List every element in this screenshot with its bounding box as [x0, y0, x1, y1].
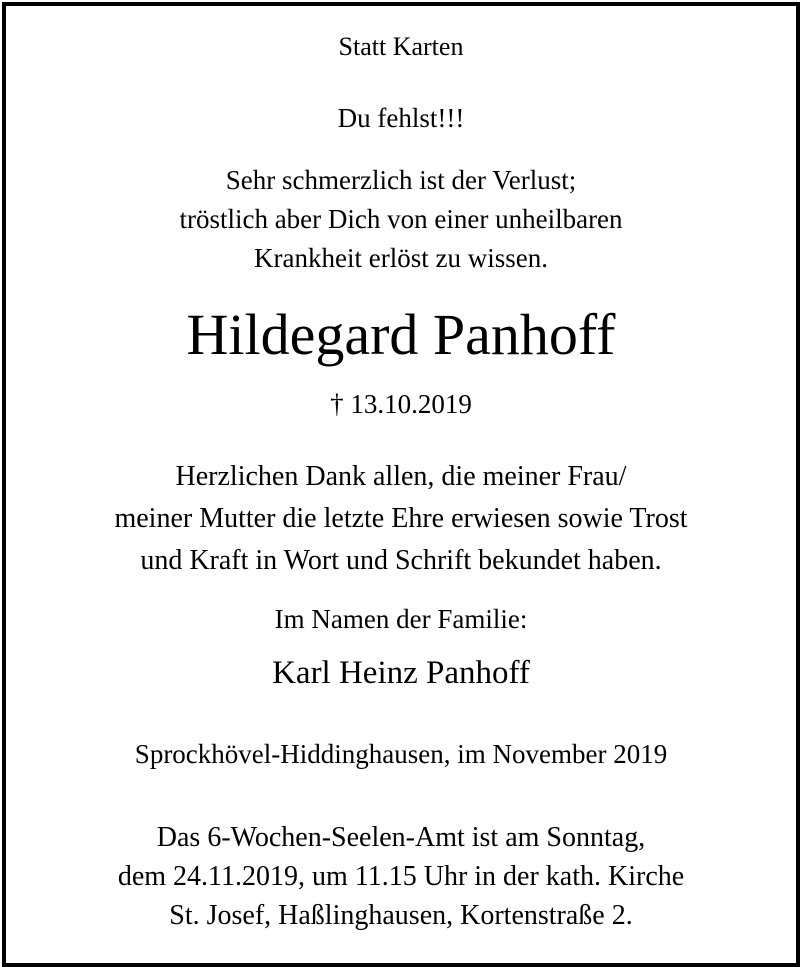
- mass-notice-line: St. Josef, Haßlinghausen, Kortenstraße 2.: [169, 900, 633, 931]
- thanks-line: und Kraft in Wort und Schrift bekundet haben.: [140, 545, 662, 576]
- thanks-block: [6, 456, 796, 582]
- deceased-name: Hildegard Panhoff: [186, 302, 616, 367]
- obituary-notice: [2, 2, 800, 967]
- death-date: † 13.10.2019: [330, 389, 472, 419]
- family-intro: Im Namen der Familie:: [274, 604, 528, 634]
- mass-notice-line: dem 24.11.2019, um 11.15 Uhr in der kath. Kirche: [117, 861, 685, 892]
- place-date: Sprockhövel-Hiddinghausen, im November 2019: [134, 739, 668, 769]
- header-text: Statt Karten: [338, 32, 464, 61]
- thanks-line: Herzlichen Dank allen, die meiner Frau/: [175, 461, 627, 492]
- mass-notice-line: Das 6-Wochen-Seelen-Amt ist am Sonntag,: [156, 822, 646, 853]
- thanks-line: meiner Mutter die letzte Ehre erwiesen sowie Trost: [114, 503, 688, 534]
- signer-name: Karl Heinz Panhoff: [272, 655, 530, 691]
- verse-line: tröstlich aber Dich von einer unheilbaren: [179, 204, 623, 234]
- verse-block: [6, 161, 796, 278]
- motto-text: Du fehlst!!!: [337, 103, 465, 133]
- verse-line: Krankheit erlöst zu wissen.: [254, 243, 548, 273]
- mass-notice-block: [6, 818, 796, 935]
- verse-line: Sehr schmerzlich ist der Verlust;: [225, 165, 577, 195]
